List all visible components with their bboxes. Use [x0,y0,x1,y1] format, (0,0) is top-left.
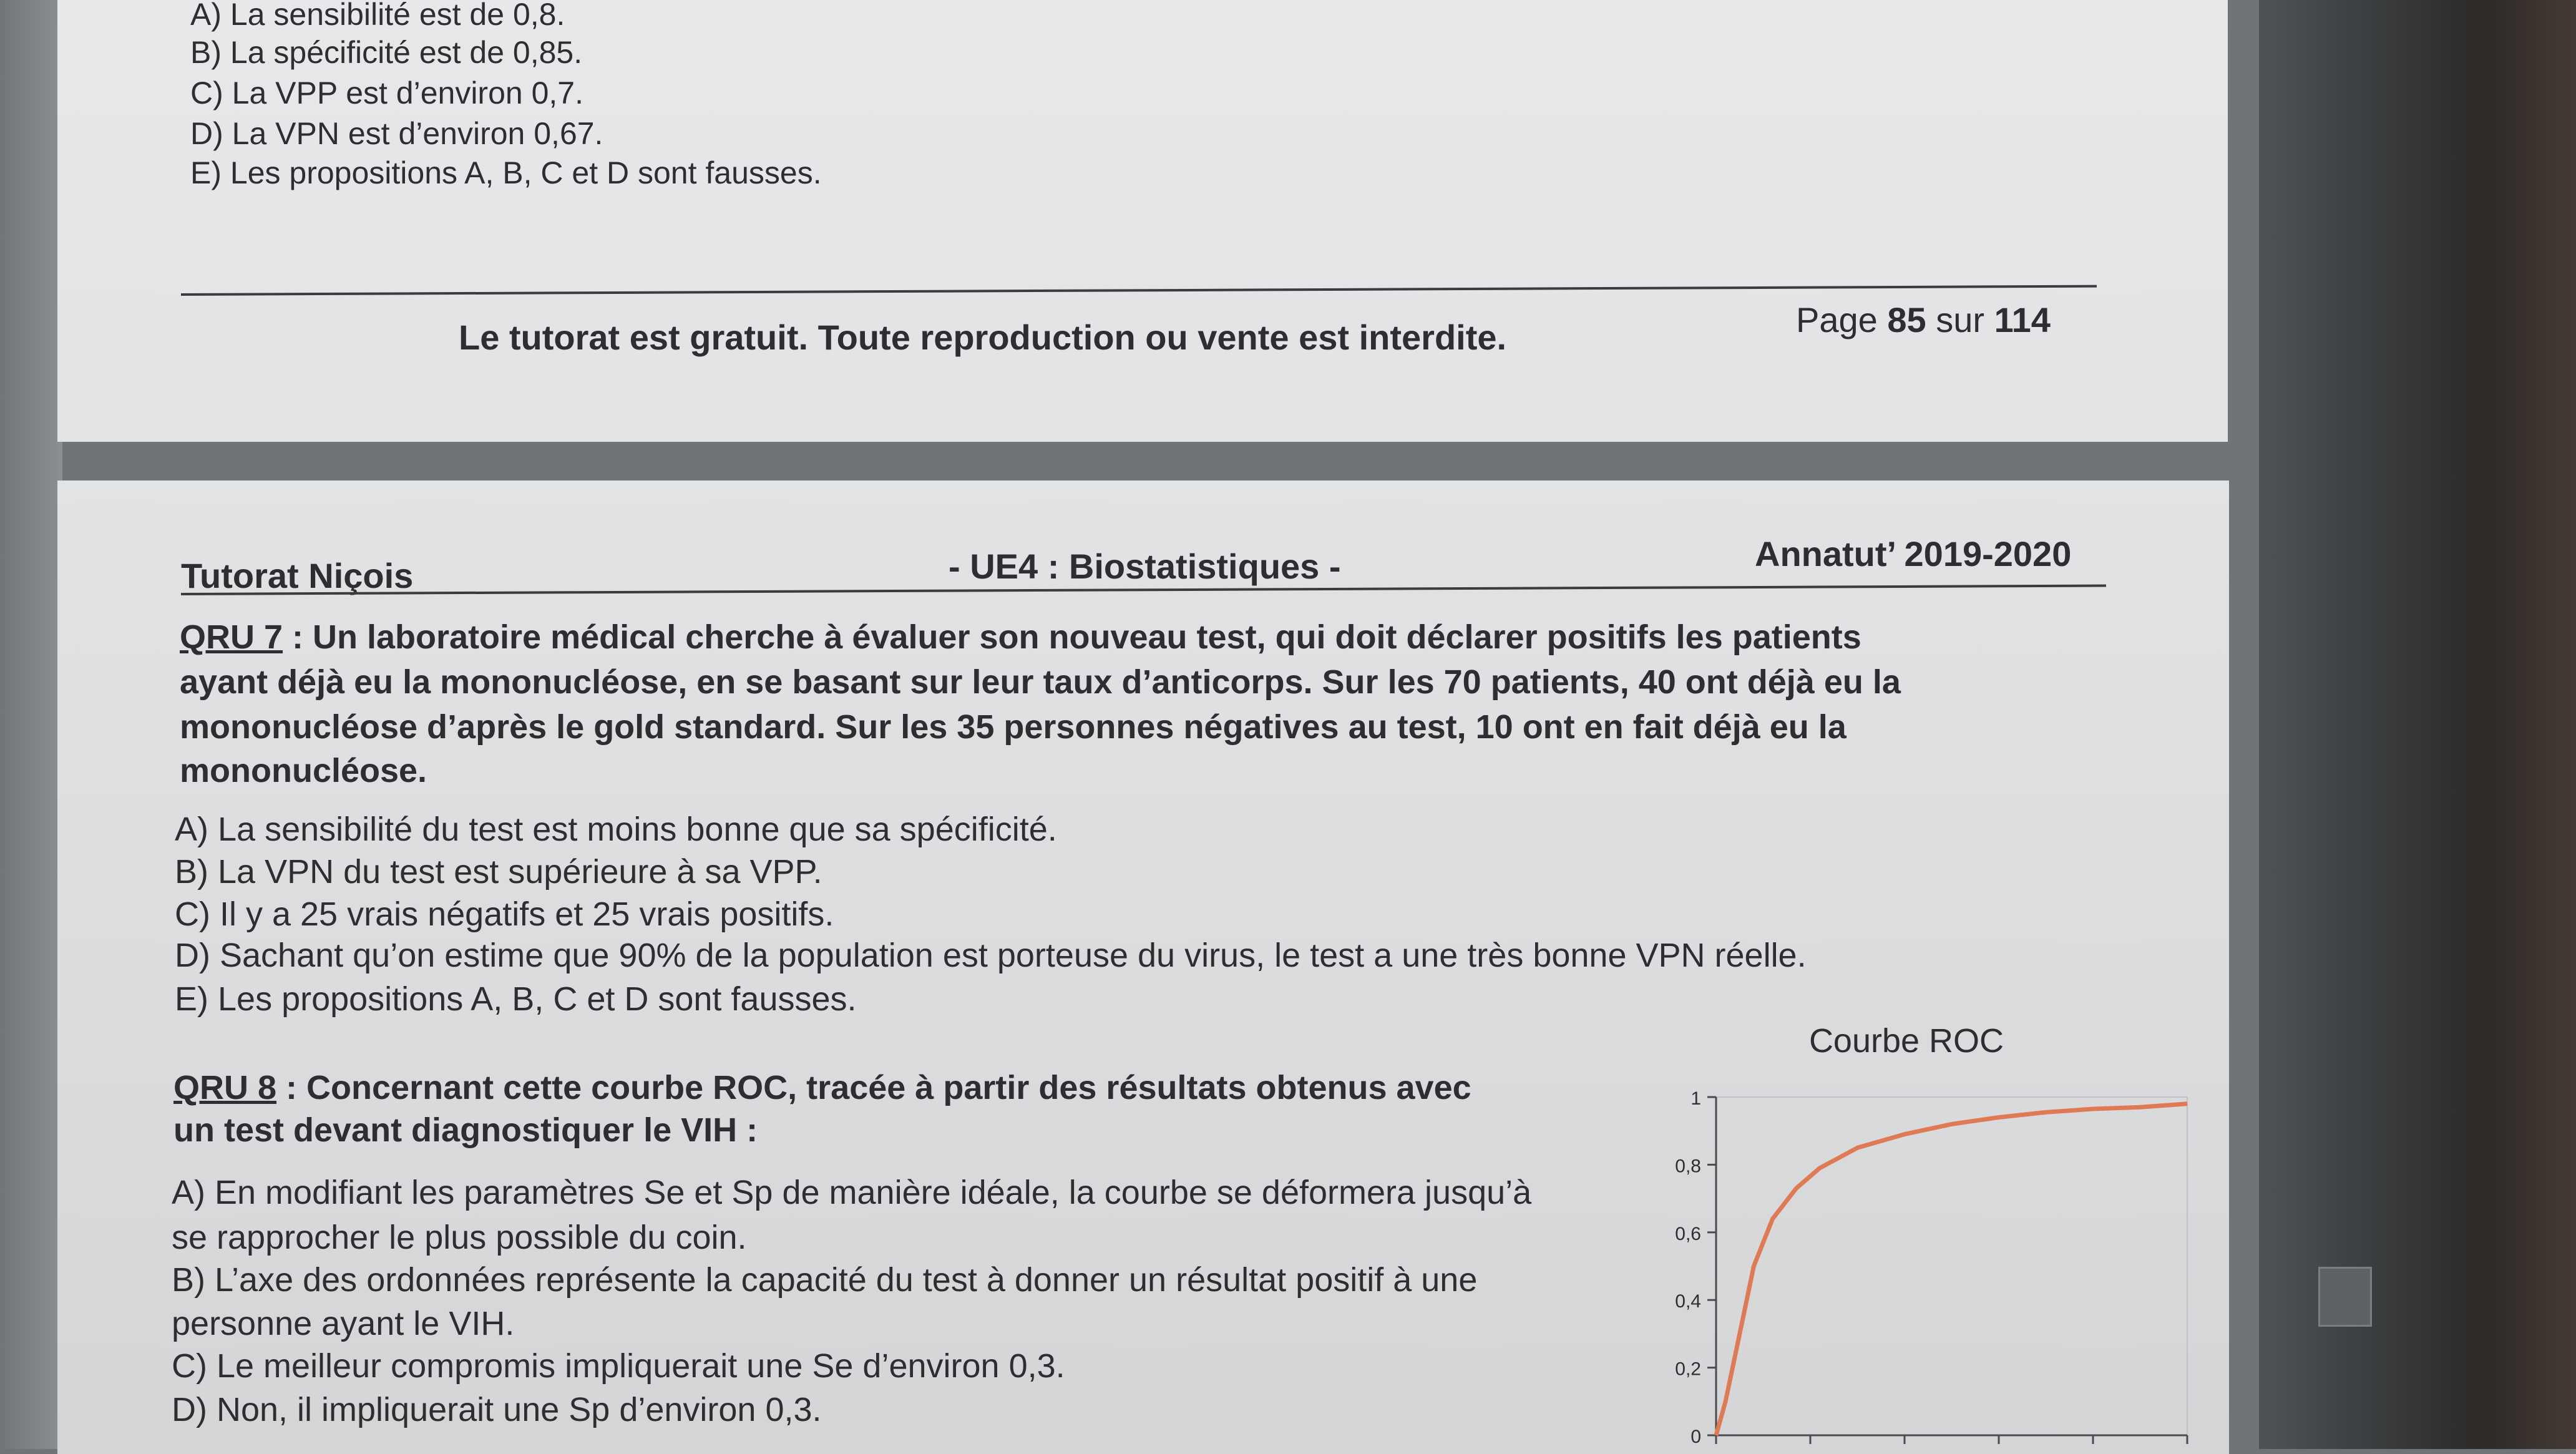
y-tick-label: 0 [1690,1427,1701,1447]
qru8-label: QRU 8 [173,1069,277,1106]
y-tick-label: 0,8 [1675,1156,1701,1177]
qru8-line1 [173,1068,1471,1107]
qru7-option-a: A) La sensibilité du test est moins bonne que sa spécificité. [175,811,1057,848]
top-option-b: B) La spécificité est de 0,85. [190,35,583,70]
qru7-label: QRU 7 [180,618,283,656]
page-mid: sur [1926,300,1994,339]
page-current: 85 [1887,300,1926,339]
qru7-line2: ayant déjà eu la mononucléose, en se basant sur leur taux d’anticorps. Sur les 70 patients, 40 ont déjà eu la [180,663,1901,701]
qru7-text-1: : Un laboratoire médical cherche à évaluer son nouveau test, qui doit déclarer positifs les patients [283,618,1861,656]
qru7-line3: mononucléose d’après le gold standard. Sur les 35 personnes négatives au test, 10 ont en fait déjà eu la [180,708,1847,746]
chart-title: Courbe ROC [1808,1023,2004,1060]
y-tick-label: 0,4 [1675,1291,1701,1312]
page-prefix: Page [1796,300,1888,339]
top-option-e: E) Les propositions A, B, C et D sont fausses. [190,155,822,190]
y-tick-label: 0,6 [1675,1223,1701,1244]
plot-frame [1716,1097,2187,1435]
qru8-option-b-cont: personne ayant le VIH. [172,1305,515,1342]
qru7-line4: mononucléose. [180,752,427,789]
header-right: Annatut’ 2019-2020 [1755,534,2072,573]
scrollbar-thumb[interactable] [2318,1267,2372,1327]
qru8-line2: un test devant diagnostiquer le VIH : [173,1111,758,1149]
footer-page-number [1796,300,2051,340]
qru8-text-1: : Concernant cette courbe ROC, tracée à partir des résultats obtenus avec [276,1069,1471,1106]
y-tick-label: 0,2 [1675,1359,1701,1380]
qru7-option-c: C) Il y a 25 vrais négatifs et 25 vrais positifs. [175,895,834,933]
qru8-option-d: D) Non, il impliquerait une Sp d’environ 0,3. [172,1391,822,1428]
header-center: - UE4 : Biostatistiques - [949,547,1341,586]
qru7-option-b: B) La VPN du test est supérieure à sa VPP. [175,853,822,890]
page-total: 114 [1994,300,2051,339]
qru7-option-e: E) Les propositions A, B, C et D sont fausses. [175,980,857,1018]
qru8-option-c: C) Le meilleur compromis impliquerait une Se d’environ 0,3. [172,1347,1065,1385]
qru8-option-a-cont: se rapprocher le plus possible du coin. [172,1219,747,1256]
chart-axes [1716,1097,2187,1444]
header-left: Tutorat Niçois [181,556,414,595]
chart-y-ticks [1675,1088,1716,1447]
y-tick-label: 1 [1690,1088,1701,1109]
qru7-option-d: D) Sachant qu’on estime que 90% de la population est porteuse du virus, le test a une très bonne VPN réelle. [175,937,1807,974]
top-option-c: C) La VPP est d’environ 0,7. [190,76,583,110]
roc-chart [1622,1023,2209,1449]
qru7-line1 [180,618,1861,656]
top-option-d: D) La VPN est d’environ 0,67. [190,116,603,151]
top-option-a: A) La sensibilité est de 0,8. [190,0,565,32]
qru8-option-b: B) L’axe des ordonnées représente la capacité du test à donner un résultat positif à une [172,1261,1478,1299]
qru8-option-a: A) En modifiant les paramètres Se et Sp de manière idéale, la courbe se déformera jusqu’à [172,1174,1532,1211]
footer-notice: Le tutorat est gratuit. Toute reproduction ou vente est interdite. [459,318,1507,357]
background-right [2259,0,2576,1449]
roc-curve [1716,1104,2187,1435]
background-left [0,0,62,1449]
